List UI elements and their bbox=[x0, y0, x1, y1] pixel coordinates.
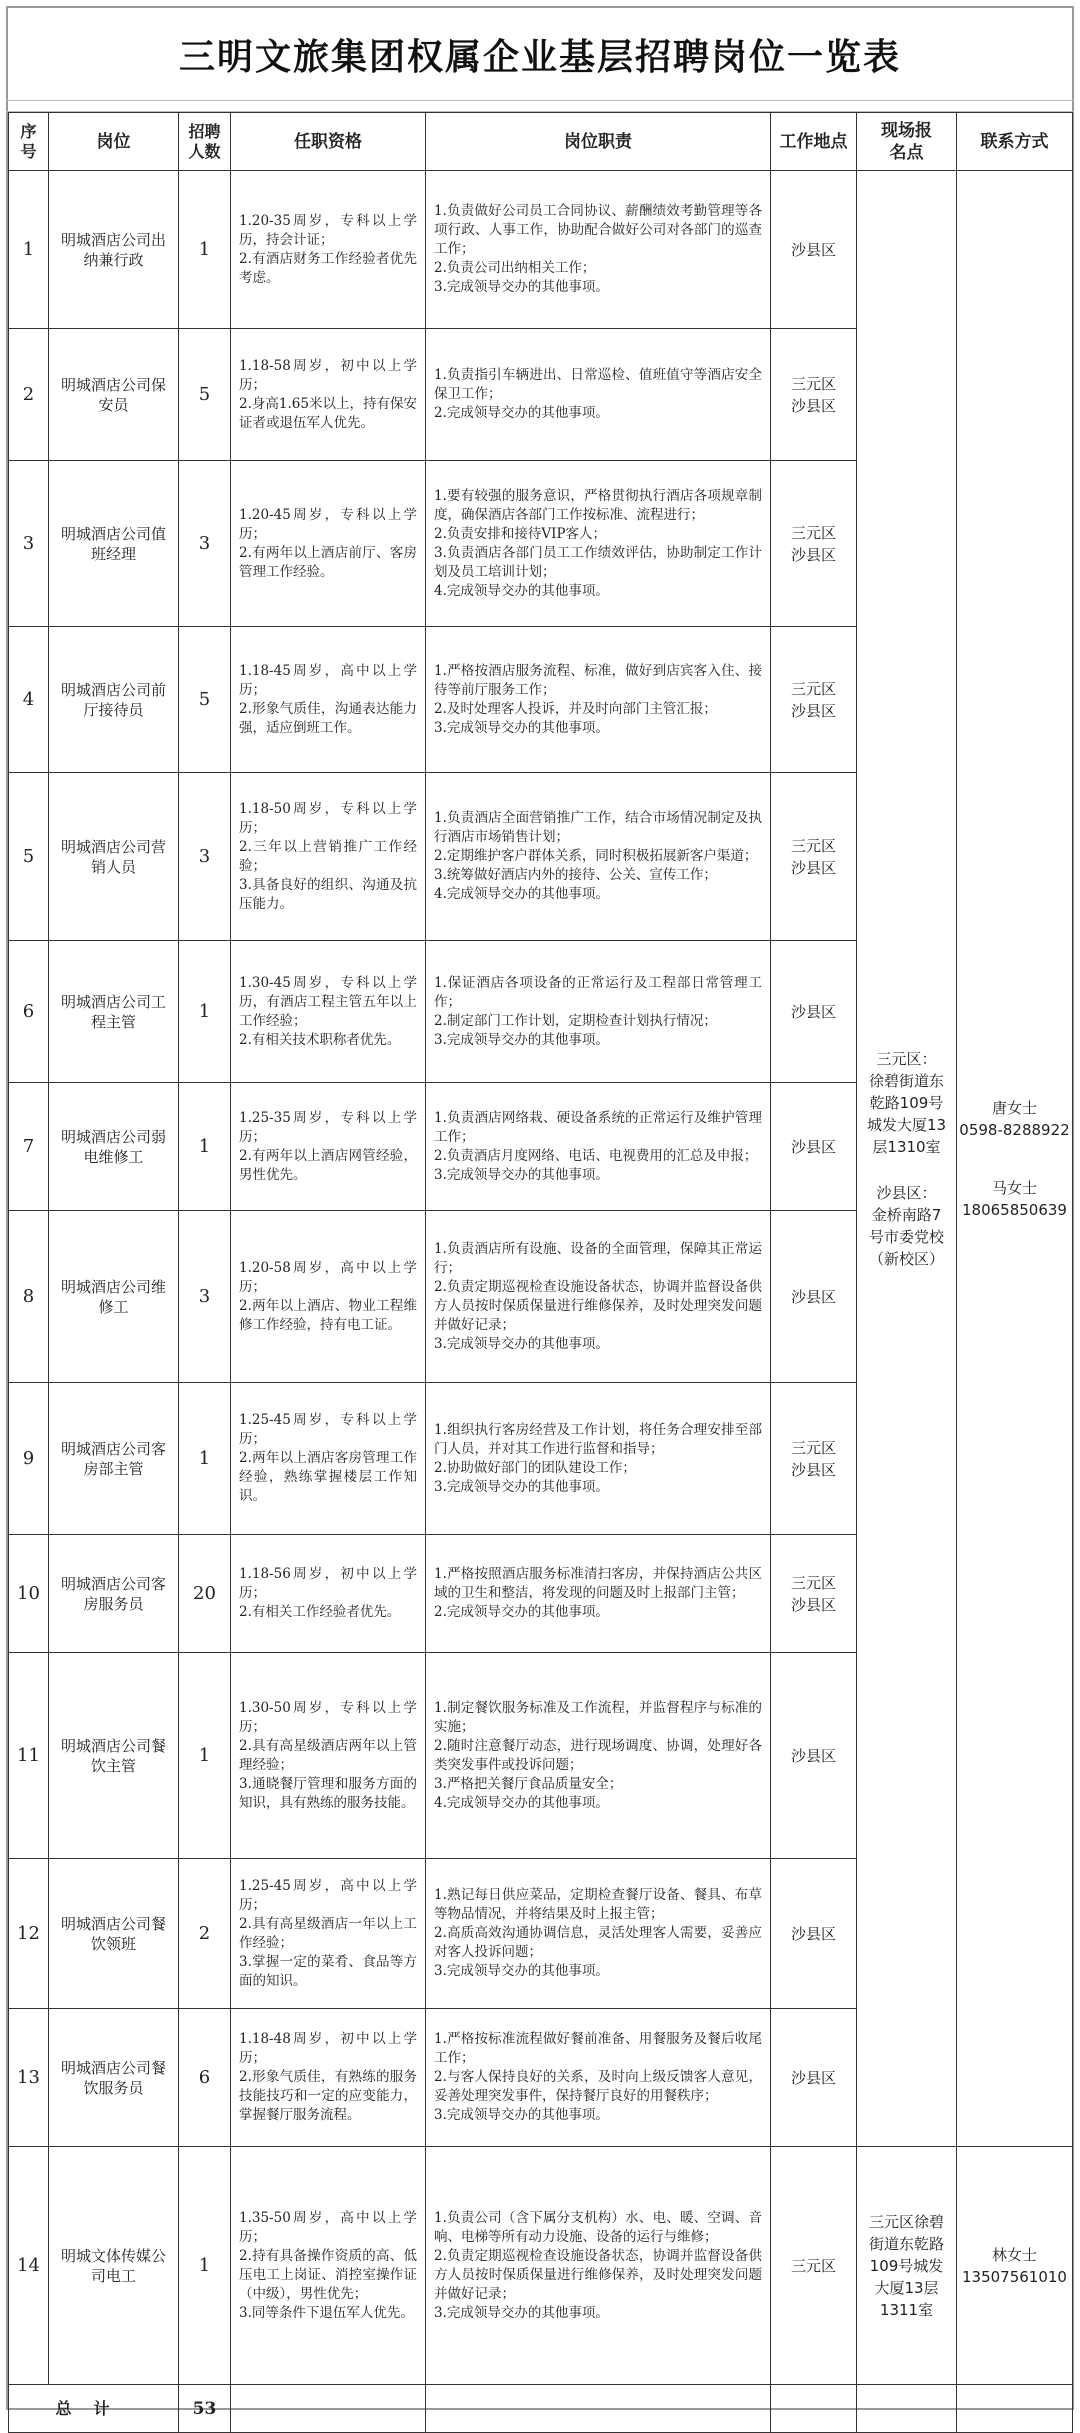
contact-phone[interactable]: 0598-8288922 bbox=[959, 1120, 1070, 1139]
row-count: 3 bbox=[179, 773, 231, 941]
qualification-item: 2.三年以上营销推广工作经验； bbox=[239, 838, 417, 874]
contact-person bbox=[957, 1177, 1072, 1221]
qualification-item: 2.具有高星级酒店一年以上工作经验； bbox=[239, 1915, 417, 1951]
table-row bbox=[9, 2147, 1073, 2385]
qualification-item: 2.形象气质佳，沟通表达能力强，适应倒班工作。 bbox=[239, 700, 417, 736]
qualification-item: 2.身高1.65米以上，持有保安证者或退伍军人优先。 bbox=[239, 395, 417, 431]
row-count: 3 bbox=[179, 1211, 231, 1383]
site-address-line: 号市委党校 bbox=[868, 1227, 944, 1246]
site-sanyuan-label: 三元区： bbox=[876, 1049, 937, 1068]
row-index: 14 bbox=[9, 2147, 49, 2385]
qualification-item: 1.20-35周岁，专科以上学历，持会计证； bbox=[239, 212, 417, 248]
location-item: 三元区 bbox=[790, 2256, 836, 2275]
duty-item: 2.高质高效沟通协调信息，灵活处理客人需要，妥善应对客人投诉问题； bbox=[434, 1925, 762, 1960]
location-item: 沙县区 bbox=[790, 858, 836, 877]
row-location bbox=[771, 1211, 857, 1383]
duty-item: 2.完成领导交办的其他事项。 bbox=[434, 405, 609, 421]
qualification-item: 3.同等条件下退伍军人优先。 bbox=[239, 2304, 414, 2321]
location-item: 三元区 bbox=[790, 523, 836, 542]
site-address-line: 徐碧街道东 bbox=[868, 1071, 944, 1090]
row-location bbox=[771, 329, 857, 461]
header-index: 序号 bbox=[9, 113, 49, 171]
row-qualifications bbox=[231, 1383, 426, 1535]
qualification-item: 2.有两年以上酒店网管经验，男性优先。 bbox=[239, 1147, 417, 1183]
duty-item: 3.完成领导交办的其他事项。 bbox=[434, 1166, 609, 1183]
row-index: 6 bbox=[9, 941, 49, 1083]
recruitment-table bbox=[8, 112, 1073, 2433]
hotel-registration-site bbox=[857, 171, 957, 2147]
qualification-item: 1.18-48周岁，初中以上学历； bbox=[239, 2031, 417, 2066]
header-position: 岗位 bbox=[49, 113, 179, 171]
duty-item: 1.负责酒店网络栽、硬设备系统的正常运行及维护管理工作； bbox=[434, 1109, 762, 1145]
row-index: 2 bbox=[9, 329, 49, 461]
duty-item: 3.负责酒店各部门员工工作绩效评估，协助制定工作计划及员工培训计划； bbox=[434, 544, 762, 580]
location-item: 沙县区 bbox=[790, 1746, 836, 1765]
header-contact: 联系方式 bbox=[957, 113, 1073, 171]
site-address-line: 三元区徐碧 bbox=[868, 2212, 944, 2231]
duty-item: 3.完成领导交办的其他事项。 bbox=[434, 2304, 609, 2321]
duty-item: 3.严格把关餐厅食品质量安全； bbox=[434, 1775, 623, 1792]
row-duties bbox=[426, 941, 771, 1083]
site-address-line: 金桥南路7 bbox=[871, 1205, 942, 1224]
total-row bbox=[9, 2385, 1073, 2433]
row-qualifications bbox=[231, 941, 426, 1083]
location-item: 沙县区 bbox=[790, 1137, 836, 1156]
row-qualifications bbox=[231, 329, 426, 461]
row-index: 10 bbox=[9, 1535, 49, 1653]
duty-item: 2.负责定期巡视检查设施设备状态，协调并监督设备供方人员按时保质保量进行维修保养，及时处理突发问题并做好记录； bbox=[434, 2247, 762, 2302]
row-count: 5 bbox=[179, 627, 231, 773]
row-position: 明城酒店公司客房服务员 bbox=[49, 1535, 179, 1653]
qualification-item: 1.20-58周岁，高中以上学历； bbox=[239, 1259, 417, 1295]
header-location: 工作地点 bbox=[771, 113, 857, 171]
row-location bbox=[771, 1083, 857, 1211]
row-qualifications bbox=[231, 1653, 426, 1859]
row-qualifications bbox=[231, 1535, 426, 1653]
location-item: 三元区 bbox=[790, 679, 836, 698]
duty-item: 2.定期维护客户群体关系，同时积极拓展新客户渠道； bbox=[434, 848, 758, 864]
location-item: 沙县区 bbox=[790, 545, 836, 564]
total-label: 总计 bbox=[9, 2385, 179, 2433]
empty-cell bbox=[771, 2385, 857, 2433]
row-index: 5 bbox=[9, 773, 49, 941]
duty-item: 1.熟记每日供应菜品，定期检查餐厅设备、餐具、布草等物品情况，并将结果及时上报主管； bbox=[434, 1887, 762, 1922]
row-duties bbox=[426, 2147, 771, 2385]
duty-item: 3.完成领导交办的其他事项。 bbox=[434, 279, 609, 295]
duty-item: 4.完成领导交办的其他事项。 bbox=[434, 886, 609, 902]
row-index: 7 bbox=[9, 1083, 49, 1211]
qualification-item: 2.有相关技术职称者优先。 bbox=[239, 1031, 401, 1048]
row-position: 明城酒店公司工程主管 bbox=[49, 941, 179, 1083]
contact-phone[interactable]: 13507561010 bbox=[962, 2267, 1067, 2286]
row-position: 明城酒店公司餐饮主管 bbox=[49, 1653, 179, 1859]
column-ruler bbox=[6, 100, 1074, 112]
duty-item: 1.制定餐饮服务标准及工作流程，并监督程序与标准的实施； bbox=[434, 1699, 762, 1735]
row-duties bbox=[426, 461, 771, 627]
empty-cell bbox=[231, 2385, 426, 2433]
row-index: 1 bbox=[9, 171, 49, 329]
row-count: 20 bbox=[179, 1535, 231, 1653]
row-duties bbox=[426, 1083, 771, 1211]
location-item: 沙县区 bbox=[790, 240, 836, 259]
qualification-item: 2.具有高星级酒店两年以上管理经验； bbox=[239, 1737, 417, 1773]
header-duties: 岗位职责 bbox=[426, 113, 771, 171]
row-position: 明城酒店公司值班经理 bbox=[49, 461, 179, 627]
qualification-item: 2.两年以上酒店客房管理工作经验，熟练掌握楼层工作知识。 bbox=[239, 1450, 417, 1504]
location-item: 沙县区 bbox=[790, 1002, 836, 1021]
duty-item: 2.负责定期巡视检查设施设备状态，协调并监督设备供方人员按时保质保量进行维修保养，及时处理突发问题并做好记录； bbox=[434, 1278, 762, 1333]
row-duties bbox=[426, 1211, 771, 1383]
total-value: 53 bbox=[179, 2385, 231, 2433]
contact-name: 唐女士 bbox=[991, 1098, 1037, 1117]
row-index: 4 bbox=[9, 627, 49, 773]
duty-item: 4.完成领导交办的其他事项。 bbox=[434, 1794, 609, 1811]
duty-item: 1.负责酒店全面营销推广工作，结合市场情况制定及执行酒店市场销售计划； bbox=[434, 810, 762, 845]
duty-item: 3.完成领导交办的其他事项。 bbox=[434, 1963, 609, 1979]
qualification-item: 1.25-45周岁，专科以上学历； bbox=[239, 1412, 417, 1447]
row-location bbox=[771, 1383, 857, 1535]
row-position: 明城酒店公司出纳兼行政 bbox=[49, 171, 179, 329]
duty-item: 3.完成领导交办的其他事项。 bbox=[434, 1335, 609, 1352]
site-address-line: （新校区） bbox=[868, 1249, 944, 1268]
qualification-item: 2.两年以上酒店、物业工程维修工作经验，持有电工证。 bbox=[239, 1297, 417, 1333]
site-address-line: 乾路109号 bbox=[869, 1093, 944, 1112]
row-count: 1 bbox=[179, 1383, 231, 1535]
media-registration-site bbox=[857, 2147, 957, 2385]
location-item: 三元区 bbox=[790, 374, 836, 393]
qualification-item: 2.有相关工作经验者优先。 bbox=[239, 1604, 401, 1620]
qualification-item: 1.20-45周岁，专科以上学历； bbox=[239, 506, 417, 542]
row-count: 1 bbox=[179, 171, 231, 329]
contact-phone[interactable]: 18065850639 bbox=[962, 1200, 1067, 1219]
row-location bbox=[771, 2009, 857, 2147]
location-item: 沙县区 bbox=[790, 1595, 836, 1614]
duty-item: 1.严格按照酒店服务标准清扫客房，并保持酒店公共区域的卫生和整洁，将发现的问题及时上报部门主管； bbox=[434, 1566, 762, 1601]
header-qualifications: 任职资格 bbox=[231, 113, 426, 171]
row-index: 12 bbox=[9, 1859, 49, 2009]
row-count: 1 bbox=[179, 1653, 231, 1859]
site-address-line: 1311室 bbox=[879, 2300, 934, 2319]
empty-cell bbox=[957, 2385, 1073, 2433]
location-item: 沙县区 bbox=[790, 1287, 836, 1306]
row-position: 明城酒店公司餐饮服务员 bbox=[49, 2009, 179, 2147]
row-duties bbox=[426, 329, 771, 461]
duty-item: 1.严格按酒店服务流程、标准，做好到店宾客入住、接待等前厅服务工作； bbox=[434, 662, 762, 698]
duty-item: 1.保证酒店各项设备的正常运行及工程部日常管理工作； bbox=[434, 974, 762, 1010]
row-qualifications bbox=[231, 2009, 426, 2147]
header-site: 现场报名点 bbox=[857, 113, 957, 171]
media-contact bbox=[957, 2147, 1073, 2385]
row-position: 明城酒店公司客房部主管 bbox=[49, 1383, 179, 1535]
row-qualifications bbox=[231, 461, 426, 627]
header-count: 招聘人数 bbox=[179, 113, 231, 171]
site-address-line: 街道东乾路 bbox=[868, 2234, 944, 2253]
site-address-line: 大厦13层 bbox=[874, 2278, 939, 2297]
duty-item: 3.统筹做好酒店内外的接待、公关、宣传工作； bbox=[434, 867, 717, 883]
empty-cell bbox=[426, 2385, 771, 2433]
duty-item: 2.随时注意餐厅动态，进行现场调度、协调，处理好各类突发事件或投诉问题； bbox=[434, 1737, 762, 1773]
qualification-item: 2.有两年以上酒店前厅、客房管理工作经验。 bbox=[239, 544, 417, 580]
duty-item: 3.完成领导交办的其他事项。 bbox=[434, 1031, 609, 1048]
row-count: 1 bbox=[179, 941, 231, 1083]
location-item: 沙县区 bbox=[790, 396, 836, 415]
row-qualifications bbox=[231, 627, 426, 773]
row-duties bbox=[426, 627, 771, 773]
duty-item: 3.完成领导交办的其他事项。 bbox=[434, 2107, 609, 2123]
qualification-item: 1.18-56周岁，初中以上学历； bbox=[239, 1566, 417, 1601]
row-position: 明城文体传媒公司电工 bbox=[49, 2147, 179, 2385]
row-index: 3 bbox=[9, 461, 49, 627]
location-item: 三元区 bbox=[790, 1438, 836, 1457]
duty-item: 2.制定部门工作计划，定期检查计划执行情况； bbox=[434, 1012, 717, 1029]
duty-item: 1.负责酒店所有设施、设备的全面管理，保障其正常运行； bbox=[434, 1240, 762, 1276]
row-location bbox=[771, 627, 857, 773]
empty-cell bbox=[857, 2385, 957, 2433]
qualification-item: 1.35-50周岁，高中以上学历； bbox=[239, 2209, 417, 2245]
contact-name: 林女士 bbox=[991, 2245, 1037, 2264]
site-shaxian bbox=[863, 1182, 950, 1270]
site-address-line: 层1310室 bbox=[872, 1137, 941, 1156]
qualification-item: 1.30-50周岁，专科以上学历； bbox=[239, 1699, 417, 1735]
contact-name: 马女士 bbox=[991, 1178, 1037, 1197]
row-location bbox=[771, 461, 857, 627]
duty-item: 1.负责公司（含下属分支机构）水、电、暖、空调、音响、电梯等所有动力设施、设备的运行与维修； bbox=[434, 2209, 762, 2245]
row-position: 明城酒店公司营销人员 bbox=[49, 773, 179, 941]
row-duties bbox=[426, 171, 771, 329]
location-item: 沙县区 bbox=[790, 1460, 836, 1479]
row-position: 明城酒店公司维修工 bbox=[49, 1211, 179, 1383]
duty-item: 2.与客人保持良好的关系，及时向上级反馈客人意见，妥善处理突发事件，保持餐厅良好的用餐秩序； bbox=[434, 2069, 762, 2104]
duty-item: 2.负责公司出纳相关工作； bbox=[434, 260, 596, 276]
qualification-item: 3.掌握一定的菜肴、食品等方面的知识。 bbox=[239, 1953, 417, 1989]
row-qualifications bbox=[231, 1211, 426, 1383]
duty-item: 2.完成领导交办的其他事项。 bbox=[434, 1604, 609, 1620]
location-item: 沙县区 bbox=[790, 701, 836, 720]
hotel-contacts bbox=[957, 171, 1073, 2147]
site-address-line: 城发大厦13 bbox=[866, 1115, 947, 1134]
duty-item: 2.负责安排和接待VIP客人； bbox=[434, 525, 607, 542]
location-item: 三元区 bbox=[790, 1573, 836, 1592]
row-qualifications bbox=[231, 2147, 426, 2385]
row-count: 3 bbox=[179, 461, 231, 627]
row-qualifications bbox=[231, 1859, 426, 2009]
duty-item: 2.协助做好部门的团队建设工作； bbox=[434, 1459, 636, 1476]
qualification-item: 2.持有具备操作资质的高、低压电工上岗证、消控室操作证（中级），男性优先； bbox=[239, 2247, 417, 2302]
row-location bbox=[771, 1535, 857, 1653]
row-location bbox=[771, 1859, 857, 2009]
row-qualifications bbox=[231, 1083, 426, 1211]
contact-person bbox=[957, 1097, 1072, 1141]
qualification-item: 3.通晓餐厅管理和服务方面的知识，具有熟练的服务技能。 bbox=[239, 1775, 417, 1811]
row-location bbox=[771, 773, 857, 941]
row-position: 明城酒店公司保安员 bbox=[49, 329, 179, 461]
qualification-item: 3.具备良好的组织、沟通及抗压能力。 bbox=[239, 876, 417, 912]
row-index: 8 bbox=[9, 1211, 49, 1383]
duty-item: 1.要有较强的服务意识，严格贯彻执行酒店各项规章制度，确保酒店各部门工作按标准、流程进行； bbox=[434, 487, 762, 523]
row-count: 6 bbox=[179, 2009, 231, 2147]
qualification-item: 1.25-45周岁，高中以上学历； bbox=[239, 1877, 417, 1913]
site-address-line: 109号城发 bbox=[869, 2256, 944, 2275]
qualification-item: 2.有酒店财务工作经验者优先考虑。 bbox=[239, 250, 417, 286]
row-index: 9 bbox=[9, 1383, 49, 1535]
page-title: 三明文旅集团权属企业基层招聘岗位一览表 bbox=[178, 35, 901, 78]
row-position: 明城酒店公司餐饮领班 bbox=[49, 1859, 179, 2009]
row-count: 1 bbox=[179, 1083, 231, 1211]
row-qualifications bbox=[231, 773, 426, 941]
row-count: 2 bbox=[179, 1859, 231, 2009]
location-item: 沙县区 bbox=[790, 2068, 836, 2087]
row-location bbox=[771, 171, 857, 329]
duty-item: 3.完成领导交办的其他事项。 bbox=[434, 719, 609, 736]
row-position: 明城酒店公司前厅接待员 bbox=[49, 627, 179, 773]
row-location bbox=[771, 1653, 857, 1859]
row-duties bbox=[426, 1653, 771, 1859]
row-count: 5 bbox=[179, 329, 231, 461]
row-index: 11 bbox=[9, 1653, 49, 1859]
qualification-item: 1.18-58周岁，初中以上学历； bbox=[239, 357, 417, 393]
duty-item: 2.及时处理客人投诉，并及时向部门主管汇报； bbox=[434, 700, 717, 717]
row-duties bbox=[426, 1859, 771, 2009]
location-item: 沙县区 bbox=[790, 1924, 836, 1943]
qualification-item: 1.18-45周岁，高中以上学历； bbox=[239, 662, 417, 698]
row-location bbox=[771, 941, 857, 1083]
qualification-item: 1.18-50周岁，专科以上学历； bbox=[239, 800, 417, 836]
duty-item: 2.负责酒店月度网络、电话、电视费用的汇总及申报； bbox=[434, 1147, 758, 1164]
location-item: 三元区 bbox=[790, 836, 836, 855]
duty-item: 3.完成领导交办的其他事项。 bbox=[434, 1478, 609, 1495]
header-row bbox=[9, 113, 1073, 171]
site-sanyuan bbox=[863, 1048, 950, 1158]
qualification-item: 1.25-35周岁，专科以上学历； bbox=[239, 1109, 417, 1145]
row-duties bbox=[426, 1383, 771, 1535]
row-count: 1 bbox=[179, 2147, 231, 2385]
row-location bbox=[771, 2147, 857, 2385]
row-duties bbox=[426, 2009, 771, 2147]
row-position: 明城酒店公司弱电维修工 bbox=[49, 1083, 179, 1211]
row-index: 13 bbox=[9, 2009, 49, 2147]
duty-item: 1.负责做好公司员工合同协议、薪酬绩效考勤管理等各项行政、人事工作，协助配合做好公司对各部门的巡查工作； bbox=[434, 203, 762, 257]
duty-item: 4.完成领导交办的其他事项。 bbox=[434, 582, 609, 599]
row-qualifications bbox=[231, 171, 426, 329]
qualification-item: 1.30-45周岁，专科以上学历，有酒店工程主管五年以上工作经验； bbox=[239, 974, 417, 1029]
row-duties bbox=[426, 1535, 771, 1653]
duty-item: 1.严格按标准流程做好餐前准备、用餐服务及餐后收尾工作； bbox=[434, 2031, 762, 2066]
row-duties bbox=[426, 773, 771, 941]
site-shaxian-label: 沙县区： bbox=[876, 1183, 937, 1202]
duty-item: 1.负责指引车辆进出、日常巡检、值班值守等酒店安全保卫工作； bbox=[434, 367, 762, 402]
duty-item: 1.组织执行客房经营及工作计划，将任务合理安排至部门人员，并对其工作进行监督和指导； bbox=[434, 1421, 762, 1457]
table-row bbox=[9, 171, 1073, 329]
qualification-item: 2.形象气质佳，有熟练的服务技能技巧和一定的应变能力，掌握餐厅服务流程。 bbox=[239, 2069, 417, 2123]
